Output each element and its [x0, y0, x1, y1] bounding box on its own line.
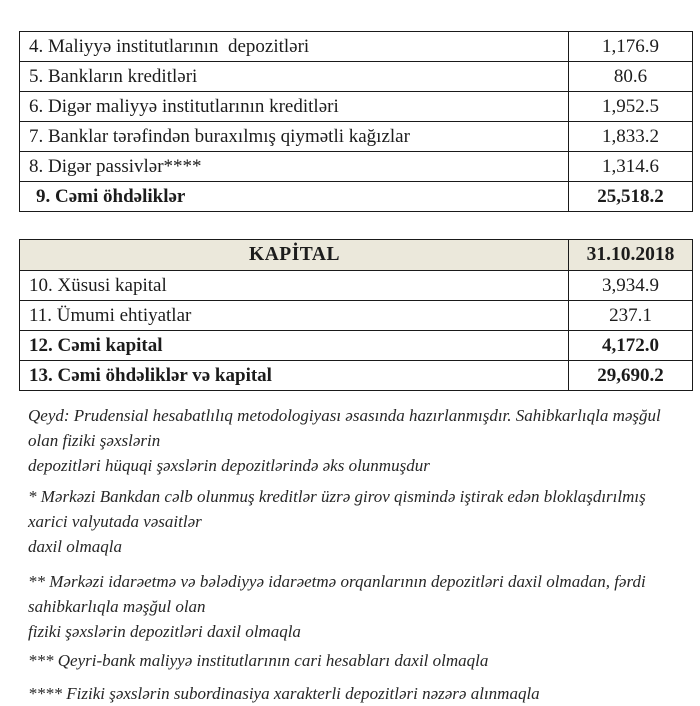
row-label: 5. Bankların kreditləri	[20, 62, 569, 92]
table-row	[20, 152, 693, 182]
footnotes-block	[28, 403, 688, 706]
footnote-line: fiziki şəxslərin depozitləri daxil olmaqla	[28, 622, 301, 641]
table-row	[20, 32, 693, 62]
total-capital-row	[20, 331, 693, 361]
footnote-line: * Mərkəzi Bankdan cəlb olunmuş kreditlər üzrə girov qismində iştirak edən bloklaşdırılmış xarici valyutada vəsaitlər	[28, 487, 646, 531]
footnote-line: depozitləri hüquqi şəxslərin depozitlərində əks olunmuşdur	[28, 456, 430, 475]
row-label: 13. Cəmi öhdəliklər və kapital	[20, 361, 569, 391]
footnote-four-star	[28, 681, 688, 706]
row-value: 3,934.9	[569, 271, 693, 301]
row-value: 29,690.2	[569, 361, 693, 391]
row-label: 7. Banklar tərəfindən buraxılmış qiymətli kağızlar	[20, 122, 569, 152]
row-value: 1,833.2	[569, 122, 693, 152]
table-row	[20, 271, 693, 301]
row-value: 237.1	[569, 301, 693, 331]
row-value: 80.6	[569, 62, 693, 92]
capital-header-row	[20, 240, 693, 271]
capital-section-title: KAPİTAL	[20, 240, 569, 271]
footnote-qeyd	[28, 403, 688, 478]
footnote-two-star	[28, 569, 688, 644]
row-value: 1,952.5	[569, 92, 693, 122]
footnote-line: daxil olmaqla	[28, 537, 122, 556]
row-value: 4,172.0	[569, 331, 693, 361]
report-date: 31.10.2018	[569, 240, 693, 271]
footnote-line: Qeyd: Prudensial hesabatlılıq metodologiyası əsasında hazırlanmışdır. Sahibkarlıqla məşğul olan fiziki şəxslərin	[28, 406, 661, 450]
table-row	[20, 301, 693, 331]
table-row	[20, 122, 693, 152]
footnote-one-star	[28, 484, 688, 559]
footnote-line: **** Fiziki şəxslərin subordinasiya xarakterli depozitləri nəzərə alınmaqla	[28, 684, 540, 703]
footnote-line: ** Mərkəzi idarəetmə və bələdiyyə idarəetmə orqanlarının depozitləri daxil olmadan, fərdi sahibkarlıqla məşğul olan	[28, 572, 646, 616]
row-value: 1,176.9	[569, 32, 693, 62]
total-liabilities-and-capital-row	[20, 361, 693, 391]
row-label: 11. Ümumi ehtiyatlar	[20, 301, 569, 331]
row-label: 12. Cəmi kapital	[20, 331, 569, 361]
row-label: 4. Maliyyə institutlarının depozitləri	[20, 32, 569, 62]
row-label: 8. Digər passivlər****	[20, 152, 569, 182]
footnote-three-star	[28, 648, 688, 673]
table-row	[20, 62, 693, 92]
table-row	[20, 92, 693, 122]
row-label: 9. Cəmi öhdəliklər	[20, 182, 569, 212]
row-value: 1,314.6	[569, 152, 693, 182]
row-label: 10. Xüsusi kapital	[20, 271, 569, 301]
total-liabilities-row	[20, 182, 693, 212]
capital-table	[19, 239, 693, 391]
row-label: 6. Digər maliyyə institutlarının kreditləri	[20, 92, 569, 122]
liabilities-table	[19, 31, 693, 212]
footnote-line: *** Qeyri-bank maliyyə institutlarının cari hesabları daxil olmaqla	[28, 651, 489, 670]
row-value: 25,518.2	[569, 182, 693, 212]
